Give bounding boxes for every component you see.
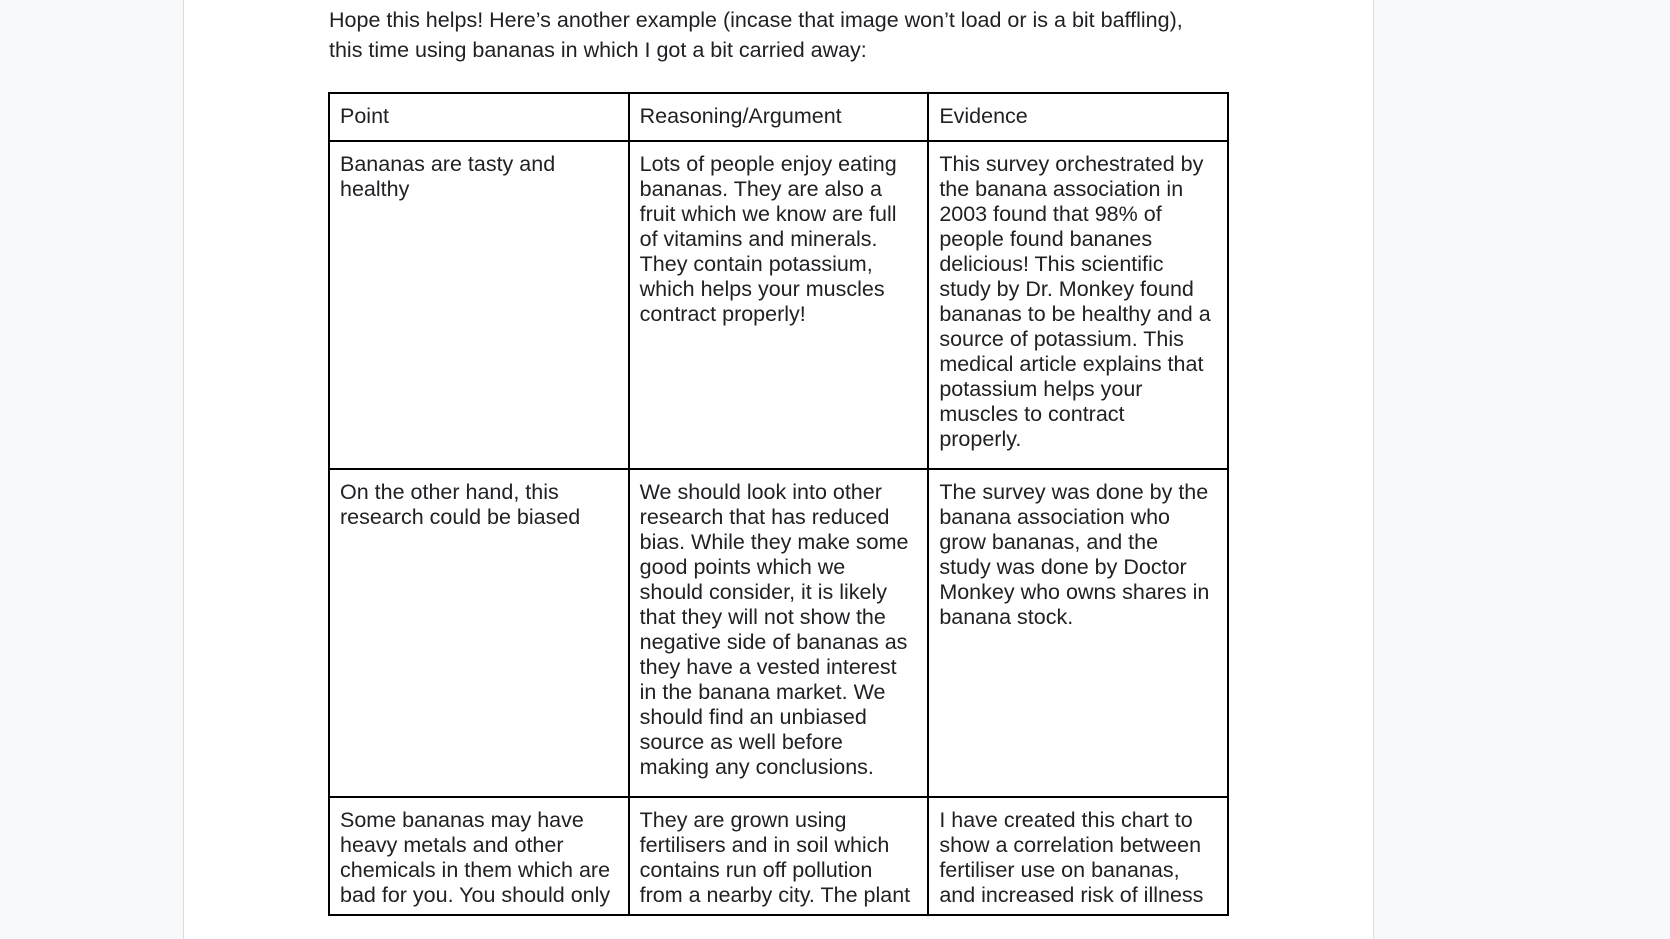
table-header-cell: Point bbox=[329, 93, 629, 141]
table-cell-reasoning: They are grown using fertilisers and in soil which contains run off pollution from a nearby city. The plant bbox=[629, 797, 929, 915]
intro-paragraph bbox=[329, 5, 1259, 65]
table-row bbox=[329, 469, 1228, 797]
table-cell-evidence: I have created this chart to show a correlation between fertiliser use on bananas, and increased risk of illness bbox=[928, 797, 1228, 915]
table-header-cell: Evidence bbox=[928, 93, 1228, 141]
table-cell-point: Bananas are tasty and healthy bbox=[329, 141, 629, 469]
table-row bbox=[329, 797, 1228, 915]
table-cell-evidence: This survey orchestrated by the banana association in 2003 found that 98% of people found bananes delicious! This scientific study by Dr. Monkey found bananas to be healthy and a source of potassium. This medical article explains that potassium helps your muscles to contract properly. bbox=[928, 141, 1228, 469]
table-row bbox=[329, 141, 1228, 469]
table-cell-evidence: The survey was done by the banana association who grow bananas, and the study was done by Doctor Monkey who owns shares in banana stock. bbox=[928, 469, 1228, 797]
table-cell-point: Some bananas may have heavy metals and other chemicals in them which are bad for you. You should only bbox=[329, 797, 629, 915]
table-cell-reasoning: Lots of people enjoy eating bananas. They are also a fruit which we know are full of vitamins and minerals. They contain potassium, which helps your muscles contract properly! bbox=[629, 141, 929, 469]
banana-pre-table bbox=[328, 92, 1229, 916]
intro-line: Hope this helps! Here’s another example (incase that image won’t load or is a bit baffling), bbox=[329, 8, 1183, 32]
intro-line: this time using bananas in which I got a bit carried away: bbox=[329, 38, 867, 62]
table-cell-reasoning: We should look into other research that has reduced bias. While they make some good points which we should consider, it is likely that they will not show the negative side of bananas as they have a vested interest in the banana market. We should find an unbiased source as well before making any conclusions. bbox=[629, 469, 929, 797]
table-header-cell: Reasoning/Argument bbox=[629, 93, 929, 141]
document-page bbox=[183, 0, 1374, 939]
table-header-row bbox=[329, 93, 1228, 141]
table-cell-point: On the other hand, this research could be biased bbox=[329, 469, 629, 797]
